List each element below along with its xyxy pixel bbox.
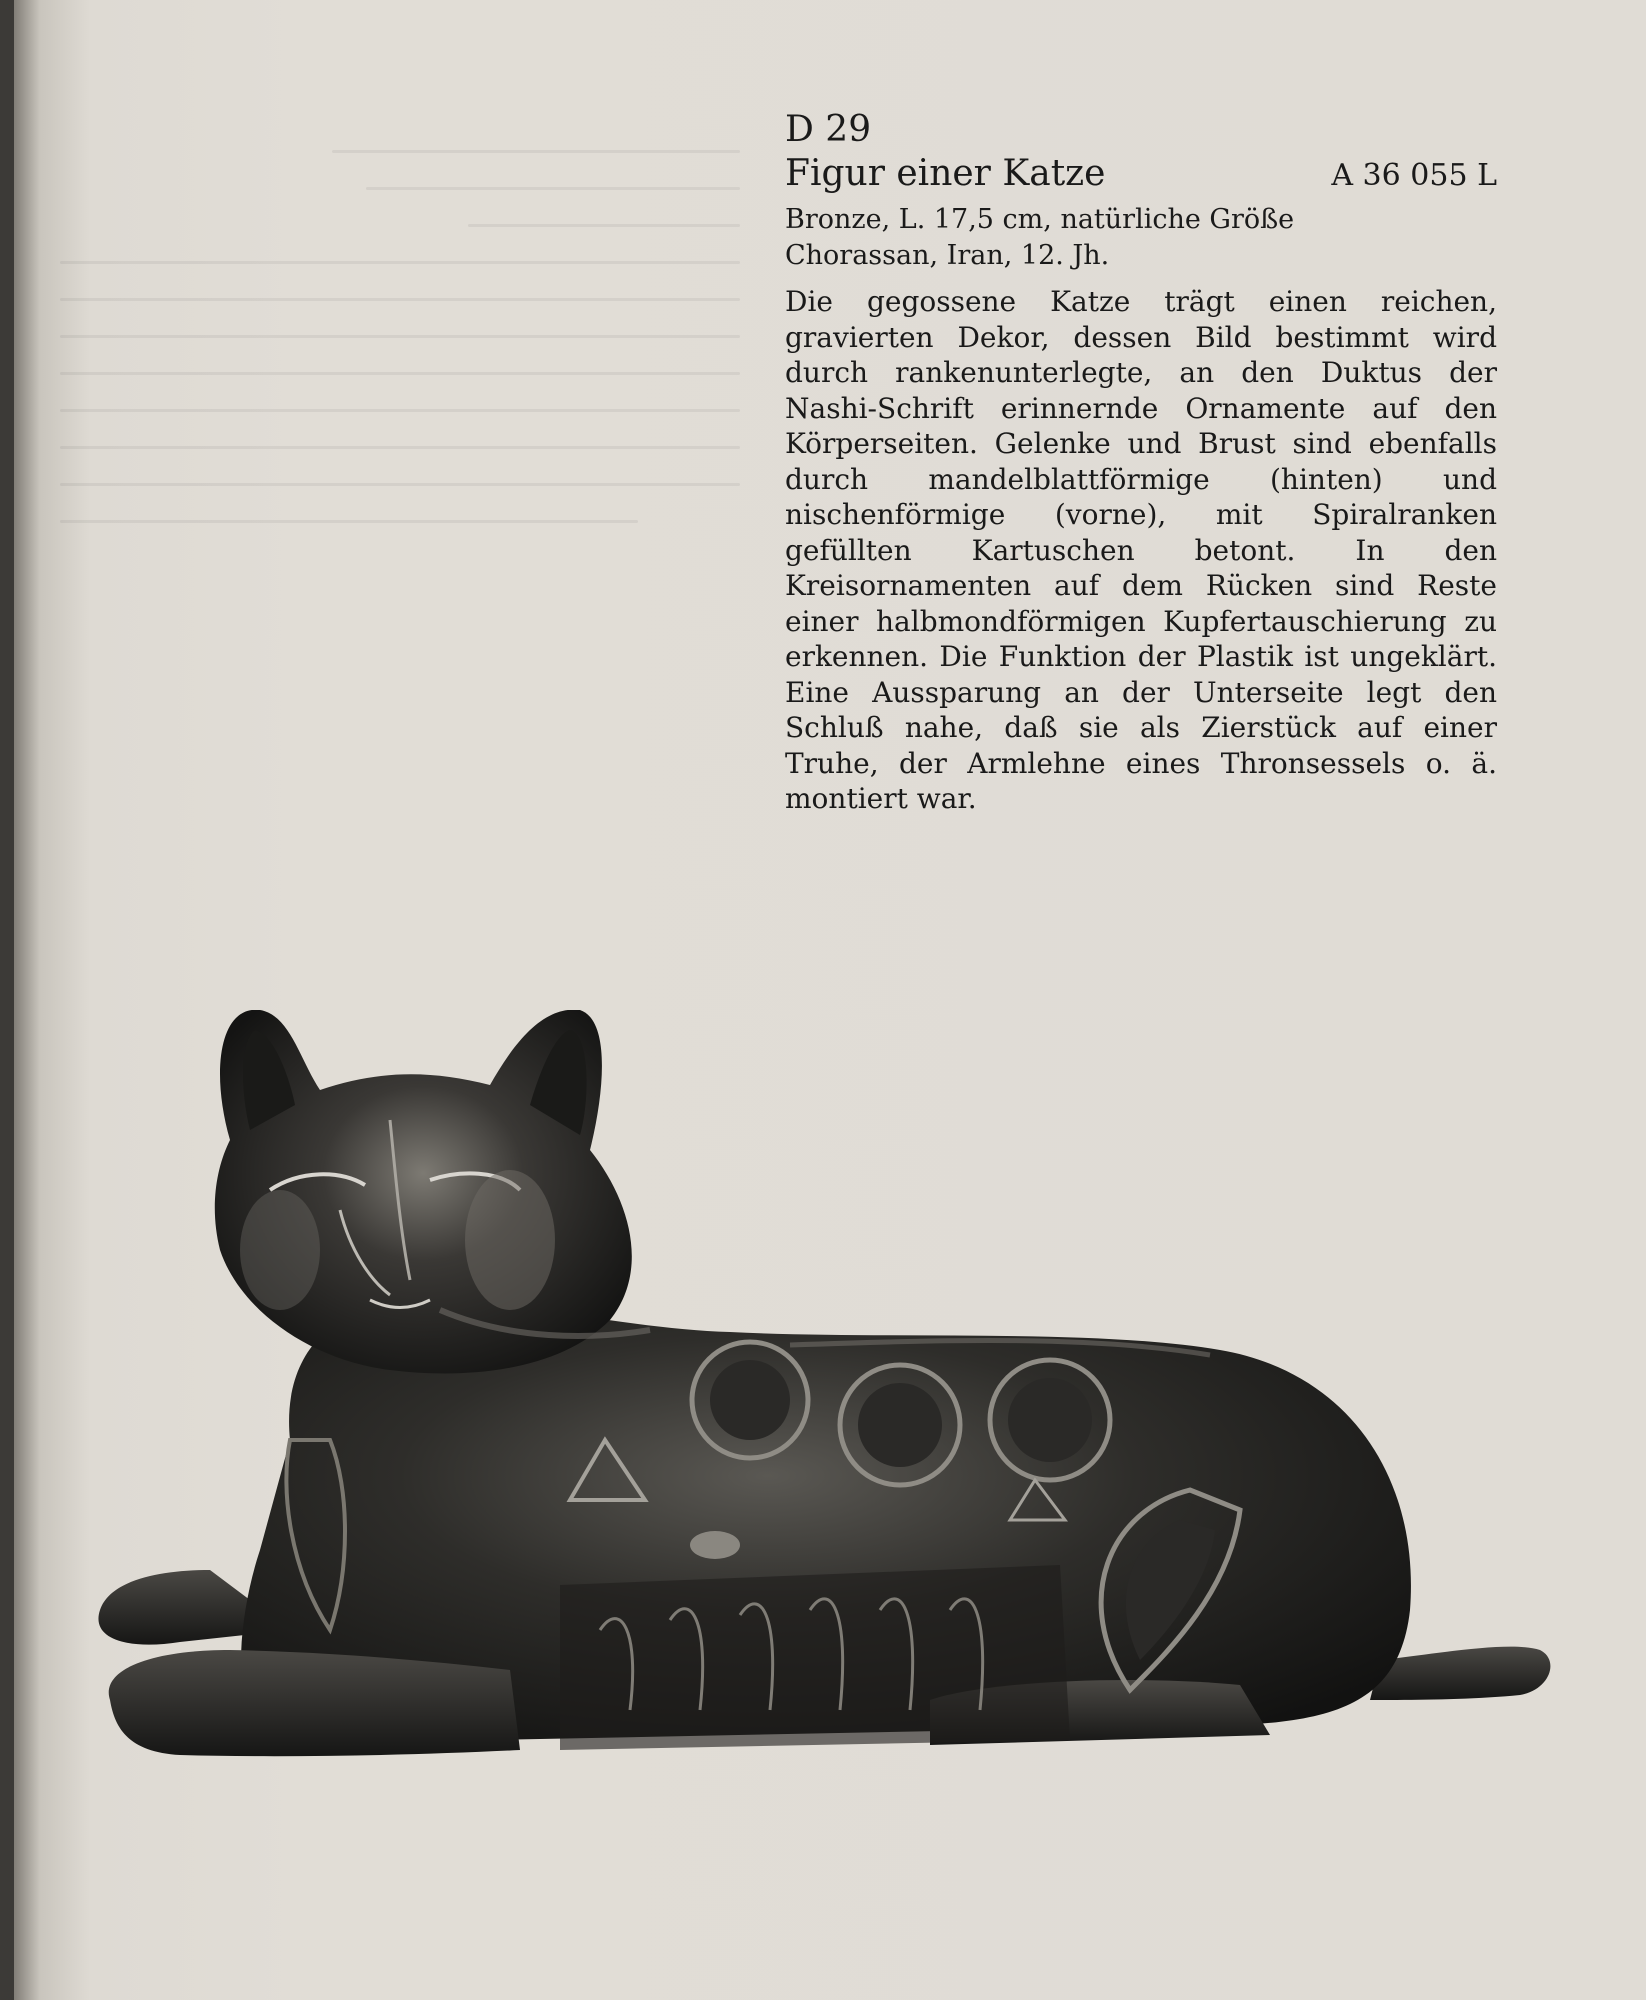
entry-title: Figur einer Katze bbox=[785, 153, 1106, 194]
entry-number: D 29 bbox=[785, 109, 872, 150]
inventory-number: A 36 055 L bbox=[1331, 158, 1497, 193]
cat-figure-image bbox=[90, 1010, 1560, 1790]
material-size: Bronze, L. 17,5 cm, natürliche Größe bbox=[785, 204, 1295, 235]
show-through-text bbox=[60, 150, 740, 670]
entry-description: Die gegossene Katze trägt einen reichen, gravierten Dekor, dessen Bild bestimmt wird durch rankenunterlegte, an den Duktus der Nashi-Schrift erinnernde Ornamente auf den Körperseiten. Gelenke und Brust sind ebenfalls durch mandelblattförmige (hinten) und nischenförmige (vorne), mit Spiralranken gefüllten Kartuschen betont. In den Kreisornamenten auf dem Rücken sind Reste einer halbmondförmigen Kupfertauschierung zu erkennen. Die Funktion der Plastik ist ungeklärt. Eine Aussparung an der Unterseite legt den Schluß nahe, daß sie als Zierstück auf einer Truhe, der Armlehne eines Thronsessels o. ä. montiert war. bbox=[785, 285, 1497, 815]
title-row bbox=[785, 152, 1497, 198]
origin-date: Chorassan, Iran, 12. Jh. bbox=[785, 240, 1110, 271]
catalog-entry bbox=[785, 108, 1497, 817]
book-spine-shadow bbox=[0, 0, 14, 2000]
